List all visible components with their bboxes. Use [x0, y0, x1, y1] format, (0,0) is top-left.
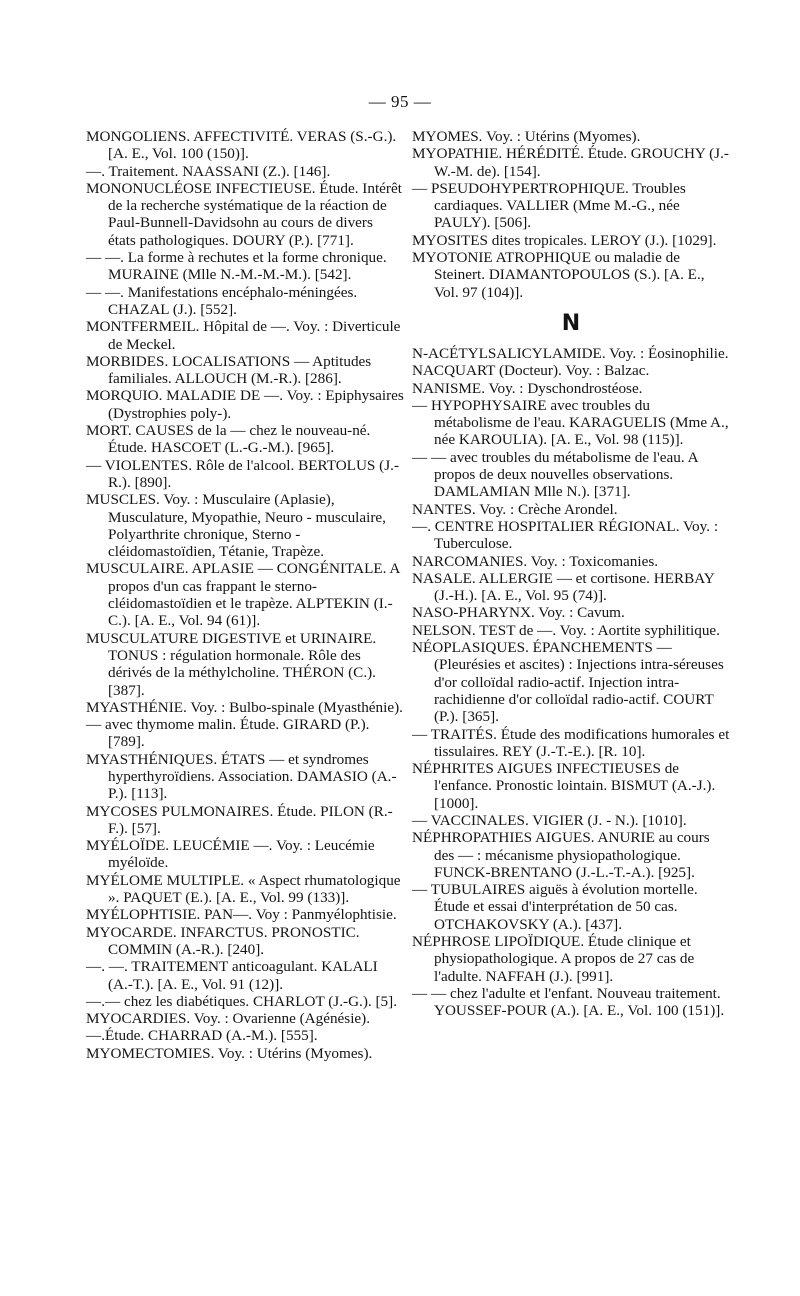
index-entry: NASALE. ALLERGIE — et cortisone. HERBAY (J.-H.). [A. E., Vol. 95 (74)].	[412, 569, 715, 605]
index-entry: MYOSITES dites tropicales. LEROY (J.). [1029].	[412, 231, 717, 249]
index-entry: — — chez l'adulte et l'enfant. Nouveau traitement. YOUSSEF-POUR (A.). [A. E., Vol. 100 (151)].	[412, 984, 725, 1020]
index-entry: MYOPATHIE. HÉRÉDITÉ. Étude. GROUCHY (J.-W.-M. de). [154].	[412, 145, 729, 180]
index-entry: — — avec troubles du métabolisme de l'eau. A propos de deux nouvelles observations. DAMLAMIAN Mlle N.). [371].	[412, 448, 698, 501]
index-entry: — TRAITÉS. Étude des modifications humorales et tissulaires. REY (J.-T.-E.). [R. 10].	[412, 725, 730, 760]
index-entry: NANISME. Voy. : Dyschondrostéose.	[412, 379, 643, 397]
index-entry: MORBIDES. LOCALISATIONS — Aptitudes familiales. ALLOUCH (M.-R.). [286].	[86, 352, 372, 388]
index-entry: MYASTHÉNIQUES. ÉTATS — et syndromes hyperthyroïdiens. Association. DAMASIO (A.-P.). [113].	[86, 750, 397, 803]
index-entry: MYÉLOPHTISIE. PAN—. Voy : Panmyélophtisie.	[86, 906, 397, 924]
index-entry: NELSON. TEST de —. Voy. : Aortite syphilitique.	[412, 621, 720, 639]
index-entry: —.Étude. CHARRAD (A.-M.). [555].	[86, 1027, 318, 1045]
right-column-m-entries	[412, 128, 730, 301]
index-entry: — VIOLENTES. Rôle de l'alcool. BERTOLUS (J.-R.). [890].	[86, 456, 399, 491]
index-entry: MORT. CAUSES de la — chez le nouveau-né. Étude. HASCOET (L.-G.-M.). [965].	[86, 422, 371, 457]
index-entry: MUSCULAIRE. APLASIE — CONGÉNITALE. A propos d'un cas frappant le sterno-cléidomastoïdien et le trapèze. ALPTEKIN (I.-C.). [A. E., Vol. 94 (61)].	[86, 560, 400, 630]
index-entry: — PSEUDOHYPERTROPHIQUE. Troubles cardiaques. VALLIER (Mme M.-G., née PAULY). [506].	[412, 179, 686, 232]
page-number: — 95 —	[368, 92, 432, 111]
index-entry: NANTES. Voy. : Crèche Arondel.	[412, 500, 618, 518]
index-entry: NARCOMANIES. Voy. : Toxicomanies.	[412, 552, 659, 570]
index-entry: MYOMECTOMIES. Voy. : Utérins (Myomes).	[86, 1044, 373, 1062]
index-entry: NÉPHROSE LIPOÏDIQUE. Étude clinique et physiopathologique. A propos de 27 cas de l'adulte. NAFFAH (J.). [991].	[412, 933, 695, 985]
index-entry: MYASTHÉNIE. Voy. : Bulbo-spinale (Myasthénie).	[86, 698, 403, 716]
index-entry: MUSCULATURE DIGESTIVE et URINAIRE. TONUS : régulation hormonale. Rôle des dérivés de la méthylcholine. THÉRON (C.). [387].	[86, 629, 377, 699]
index-entry: —.— chez les diabétiques. CHARLOT (J.-G.). [5].	[86, 992, 397, 1010]
index-entry: —. —. TRAITEMENT anticoagulant. KALALI (A.-T.). [A. E., Vol. 91 (12)].	[86, 958, 378, 993]
index-entry: MONGOLIENS. AFFECTIVITÉ. VERAS (S.-G.). [A. E., Vol. 100 (150)].	[86, 128, 397, 163]
index-entry: — TUBULAIRES aiguës à évolution mortelle. Étude et essai d'interprétation de 50 cas. OTCHAKOVSKY (A.). [437].	[412, 881, 698, 933]
index-entry: MYOTONIE ATROPHIQUE ou maladie de Steinert. DIAMANTOPOULOS (S.). [A. E., Vol. 97 (104)].	[412, 249, 705, 301]
index-entry: NÉPHRITES AIGUES INFECTIEUSES de l'enfance. Pronostic lointain. BISMUT (A.-J.). [1000].	[412, 760, 716, 812]
index-entry: MYÉLOME MULTIPLE. « Aspect rhumatologique ». PAQUET (E.). [A. E., Vol. 99 (133)].	[86, 871, 401, 907]
index-entry: — VACCINALES. VIGIER (J. - N.). [1010].	[412, 811, 687, 829]
index-entry: — —. La forme à rechutes et la forme chronique. MURAINE (Mlle N.-M.-M.-M.). [542].	[86, 249, 387, 284]
index-entry: MYÉLOÏDE. LEUCÉMIE —. Voy. : Leucémie myéloïde.	[86, 837, 375, 872]
index-entry: MUSCLES. Voy. : Musculaire (Aplasie), Musculature, Myopathie, Neuro - musculaire, Polyarthrite chronique, Sterno - cléidomastoïdien, Tétanie, Trapèze.	[86, 491, 386, 561]
index-entry: MONTFERMEIL. Hôpital de —. Voy. : Diverticule de Meckel.	[86, 318, 401, 353]
index-entry: NÉPHROPATHIES AIGUES. ANURIE au cours des — : mécanisme physiopathologique. FUNCK-BRENTANO (J.-L.-T.-A.). [925].	[412, 829, 710, 881]
index-entry: MONONUCLÉOSE INFECTIEUSE. Étude. Intérêt de la recherche systématique de la réaction de Paul-Bunnell-Davidsohn au cours de divers états pathologiques. DOURY (P.). [771].	[86, 179, 402, 249]
index-entry: NÉOPLASIQUES. ÉPANCHEMENTS — (Pleurésies et ascites) : Injections intra-séreuses d'or colloïdal radio-actif. Injection intra-rachidienne d'or colloïdal radio-actif. COURT (P.). [365].	[412, 639, 724, 726]
index-entry: —. CENTRE HOSPITALIER RÉGIONAL. Voy. : Tuberculose.	[412, 517, 719, 553]
index-entry: NACQUART (Docteur). Voy. : Balzac.	[412, 362, 650, 380]
index-entry: MYCOSES PULMONAIRES. Étude. PILON (R.-F.). [57].	[86, 802, 393, 837]
index-entry: — —. Manifestations encéphalo-méningées. CHAZAL (J.). [552].	[86, 283, 358, 318]
index-entry: — HYPOPHYSAIRE avec troubles du métabolisme de l'eau. KARAGUELIS (Mme A., née KAROULIA). [A. E., Vol. 98 (115)].	[412, 396, 729, 449]
index-entry: — avec thymome malin. Étude. GIRARD (P.). [789].	[86, 716, 370, 751]
index-entry: MORQUIO. MALADIE DE —. Voy. : Epiphysaires (Dystrophies poly-).	[86, 387, 404, 422]
index-entry: MYOCARDIES. Voy. : Ovarienne (Agénésie).	[86, 1010, 371, 1028]
section-letter: N	[561, 310, 581, 336]
index-entry: NASO-PHARYNX. Voy. : Cavum.	[412, 604, 625, 622]
right-column-n-entries	[412, 345, 730, 1020]
left-column	[86, 128, 404, 1062]
index-entry: —. Traitement. NAASSANI (Z.). [146].	[86, 162, 331, 180]
index-entry: MYOMES. Voy. : Utérins (Myomes).	[412, 128, 641, 145]
index-entry: MYOCARDE. INFARCTUS. PRONOSTIC. COMMIN (A.-R.). [240].	[86, 923, 360, 958]
right-column	[412, 128, 730, 1020]
index-entry: N-ACÉTYLSALICYLAMIDE. Voy. : Éosinophilie.	[412, 344, 729, 362]
